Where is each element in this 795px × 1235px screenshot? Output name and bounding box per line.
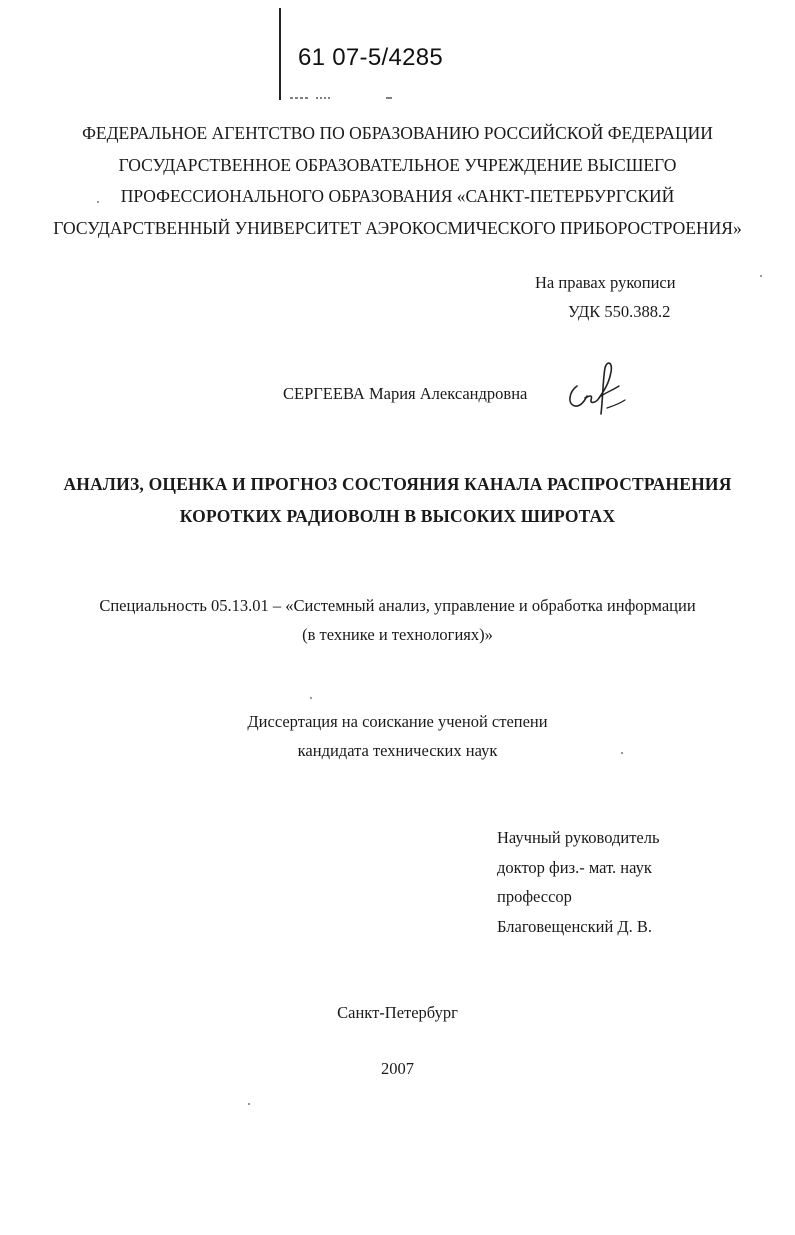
- author-name: СЕРГЕЕВА Мария Александровна: [283, 384, 528, 403]
- advisor-name: Благовещенский Д. В.: [497, 916, 653, 936]
- degree-line: Диссертация на соискание ученой степени: [247, 712, 548, 731]
- specialty-line: (в технике и технологиях)»: [302, 625, 493, 644]
- organization-line: ГОСУДАРСТВЕННОЕ ОБРАЗОВАТЕЛЬНОЕ УЧРЕЖДЕНИЕ ВЫСШЕГО: [118, 154, 677, 175]
- scan-speck: [621, 752, 623, 754]
- archive-stamp-border: [279, 8, 281, 100]
- advisor-role: Научный руководитель: [497, 828, 660, 847]
- archive-stamp-marks: [290, 94, 420, 102]
- archive-stamp-number: 61 07-5/4285: [298, 44, 444, 71]
- scan-speck: [310, 697, 312, 699]
- advisor-rank: профессор: [497, 887, 572, 906]
- specialty-line: Специальность 05.13.01 – «Системный анализ, управление и обработка информации: [99, 596, 696, 615]
- organization-line: ПРОФЕССИОНАЛЬНОГО ОБРАЗОВАНИЯ «САНКТ-ПЕТЕРБУРГСКИЙ: [120, 186, 675, 206]
- year: 2007: [381, 1059, 414, 1078]
- scan-speck: [248, 1103, 250, 1105]
- organization-header: [0, 118, 795, 244]
- dissertation-title: [0, 468, 795, 532]
- udk-code: УДК 550.388.2: [568, 302, 671, 321]
- advisor-degree: доктор физ.- мат. наук: [497, 857, 652, 877]
- manuscript-rights: [535, 268, 676, 326]
- title-line: АНАЛИЗ, ОЦЕНКА И ПРОГНОЗ СОСТОЯНИЯ КАНАЛА РАСПРОСТРАНЕНИЯ: [63, 474, 732, 494]
- scientific-advisor: [497, 823, 660, 941]
- city: Санкт-Петербург: [337, 1003, 458, 1022]
- degree-block: [0, 707, 795, 765]
- scan-speck: [97, 201, 99, 203]
- organization-line: ГОСУДАРСТВЕННЫЙ УНИВЕРСИТЕТ АЭРОКОСМИЧЕСКОГО ПРИБОРОСТРОЕНИЯ»: [53, 217, 742, 238]
- scan-speck: [760, 275, 762, 277]
- title-line: КОРОТКИХ РАДИОВОЛН В ВЫСОКИХ ШИРОТАХ: [179, 506, 616, 526]
- organization-line: ФЕДЕРАЛЬНОЕ АГЕНТСТВО ПО ОБРАЗОВАНИЮ РОССИЙСКОЙ ФЕДЕРАЦИИ: [82, 123, 713, 143]
- handwritten-signature: [563, 356, 633, 418]
- manuscript-label: На правах рукописи: [535, 273, 676, 292]
- specialty-block: [0, 591, 795, 649]
- degree-line: кандидата технических наук: [297, 741, 498, 760]
